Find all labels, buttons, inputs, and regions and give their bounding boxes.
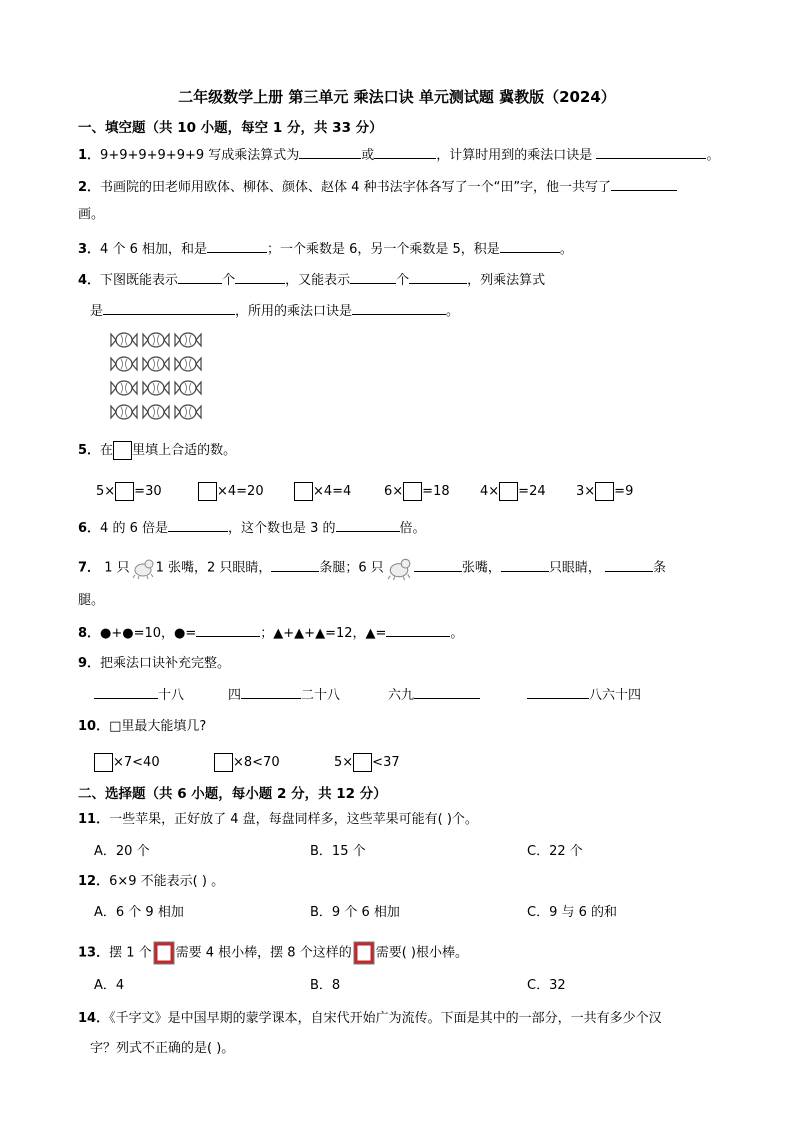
question-number: 2． [78,180,101,195]
stick-square-icon [152,940,176,966]
question-12 [78,873,224,891]
option-a[interactable]: A．4 [94,978,125,993]
answer-box[interactable] [214,753,233,772]
question-5 [78,441,236,460]
question-text: 1 张嘴，2 只眼睛， [155,560,272,576]
question-text: 个 [396,273,410,288]
question-number: 7． [78,560,101,576]
question-6 [78,519,426,538]
answer-blank[interactable] [336,519,400,532]
answer-blank[interactable] [605,559,653,572]
answer-box[interactable] [403,482,422,501]
answer-box[interactable] [595,482,614,501]
question-10 [78,718,206,736]
answer-blank[interactable] [271,559,319,572]
answer-box[interactable] [499,482,518,501]
answer-blank[interactable] [299,146,361,159]
question-text: 条 [652,560,666,576]
candy-grid-image [108,328,204,426]
question-text: 是 [90,304,104,319]
question-text: ，这个数也是 3 的 [228,521,336,536]
question-7-cont: 腿。 [78,593,105,608]
question-text: 或 [361,148,375,163]
question-text: □里最大能填几? [109,719,207,734]
question-number: 6． [78,521,101,536]
candy-icon [143,405,169,419]
question-8 [78,624,463,643]
question-number: 4． [78,273,101,288]
q9-item: 四 二十八 [228,688,341,703]
candy-icon [143,333,169,347]
answer-blank[interactable] [374,146,436,159]
question-number: 11． [78,812,110,827]
question-text: ，列乘法算式 [467,273,546,288]
question-text: ；▲+▲+▲=12，▲= [260,626,387,641]
answer-blank[interactable] [596,146,706,159]
answer-blank[interactable] [178,271,222,284]
question-text: 个 [222,273,236,288]
option-b[interactable]: B．9 个 6 相加 [310,905,400,920]
question-number: 5． [78,443,101,458]
candy-icon [111,405,137,419]
answer-blank[interactable] [196,624,260,637]
question-text: 6×9 不能表示( ) 。 [109,874,225,889]
question-text: 倍。 [399,521,426,536]
q5-item: 3× =9 [576,484,634,499]
question-text: 。 [450,626,464,641]
candy-icon [143,381,169,395]
question-4 [78,271,545,290]
question-text: ，计算时用到的乘法口诀是 [436,148,593,163]
question-text: ，所用的乘法口诀是 [235,304,353,319]
candy-icon [175,405,201,419]
answer-blank[interactable] [414,686,480,699]
question-number: 9． [78,656,101,671]
answer-blank[interactable] [527,686,589,699]
question-1 [78,146,719,165]
question-3 [78,240,573,259]
q5-item: 6× =18 [384,484,450,499]
answer-blank[interactable] [386,624,450,637]
question-text: 摆 1 个 [109,945,152,961]
candy-icon [111,333,137,347]
answer-blank[interactable] [611,178,677,191]
animal-icon [384,556,414,580]
question-text: ●+●=10，●= [100,626,197,641]
question-number: 1． [78,148,101,163]
question-text: 把乘法口诀补充完整。 [100,656,231,671]
question-number: 14． [78,1011,110,1026]
answer-blank[interactable] [414,559,462,572]
blank-box [113,441,132,460]
question-14 [78,1010,662,1028]
question-text: 1 只 [104,560,130,576]
section-choice-heading: 二、选择题（共 6 小题，每小题 2 分，共 12 分） [78,786,387,802]
q10-item: 5× <37 [334,755,400,770]
answer-box[interactable] [198,482,217,501]
answer-box[interactable] [353,753,372,772]
q9-item: 八六十四 [527,686,641,705]
question-text: 只眼睛， [548,560,601,576]
answer-box[interactable] [115,482,134,501]
question-text: 4 的 6 倍是 [100,521,168,536]
question-9 [78,655,230,673]
question-14-cont: 字？列式不正确的是( )。 [90,1041,235,1056]
question-text: 张嘴， [461,560,501,576]
q5-item: 4× =24 [480,484,546,499]
question-number: 8． [78,626,101,641]
answer-blank[interactable] [168,519,228,532]
section-fill-in-heading: 一、填空题（共 10 小题，每空 1 分，共 33 分） [78,120,383,136]
question-text: 一些苹果，正好放了 4 盘，每盘同样多，这些苹果可能有( )个。 [109,812,478,827]
answer-blank[interactable] [241,686,301,699]
candy-icon [175,357,201,371]
option-a[interactable]: A．6 个 9 相加 [94,905,184,920]
question-text: 。 [706,148,720,163]
option-a[interactable]: A．20 个 [94,844,150,859]
question-text: 在 [100,443,114,458]
question-11 [78,811,478,829]
candy-icon [175,333,201,347]
answer-blank[interactable] [207,240,267,253]
answer-blank[interactable] [103,302,235,315]
q10-item: ×7<40 [94,753,160,772]
question-number: 3． [78,242,101,257]
question-text: ，又能表示 [285,273,351,288]
answer-blank[interactable] [352,302,446,315]
question-7 [78,556,666,580]
question-text: 下图既能表示 [100,273,179,288]
question-13 [78,940,468,966]
q10-item: ×8<70 [214,753,280,772]
option-c[interactable]: C．9 与 6 的和 [527,905,618,920]
page-title: 二年级数学上册 第三单元 乘法口诀 单元测试题 冀教版（2024） [178,88,616,106]
question-text: 需要 4 根小棒，摆 8 个这样的 [175,945,352,961]
candy-icon [143,357,169,371]
answer-blank[interactable] [94,686,158,699]
answer-blank[interactable] [350,271,396,284]
question-2-cont: 画。 [78,207,105,222]
question-text: 需要( )根小棒。 [375,945,468,961]
answer-box[interactable] [294,482,313,501]
answer-blank[interactable] [501,559,549,572]
question-number: 13． [78,945,110,961]
question-text: 条腿；6 只 [319,560,384,576]
question-number: 12． [78,874,110,889]
question-text: 《千字文》是中国早期的蒙学课本，自宋代开始广为流传。下面是其中的一部分，一共有多少个汉 [109,1011,662,1026]
question-2 [78,178,677,197]
candy-icon [111,357,137,371]
answer-box[interactable] [94,753,113,772]
animal-icon [130,557,156,579]
q9-item: 十八 [94,686,184,705]
candy-icon [175,381,201,395]
question-number: 10． [78,719,110,734]
option-c[interactable]: C．22 个 [527,844,583,859]
question-text: 。 [559,242,573,257]
q9-item: 六九 [388,686,480,705]
q5-item: ×4=4 [294,482,351,501]
question-4-cont [90,302,459,321]
option-b[interactable]: B．15 个 [310,844,366,859]
question-text: 4 个 6 相加，和是 [100,242,207,257]
q5-item: ×4=20 [198,482,264,501]
question-text: ；一个乘数是 6，另一个乘数是 5，积是 [267,242,500,257]
question-text: 里填上合适的数。 [132,443,237,458]
stick-square-icon [352,940,376,966]
option-b[interactable]: B．8 [310,978,341,993]
question-text: 9+9+9+9+9+9 写成乘法算式为 [100,148,300,163]
candy-icon [111,381,137,395]
q5-item: 5× =30 [96,484,162,499]
question-text: 。 [446,304,460,319]
answer-blank[interactable] [409,271,467,284]
answer-blank[interactable] [500,240,560,253]
answer-blank[interactable] [235,271,285,284]
option-c[interactable]: C．32 [527,978,566,993]
question-text: 书画院的田老师用欧体、柳体、颜体、赵体 4 种书法字体各写了一个“田”字，他一共写了 [100,180,612,195]
